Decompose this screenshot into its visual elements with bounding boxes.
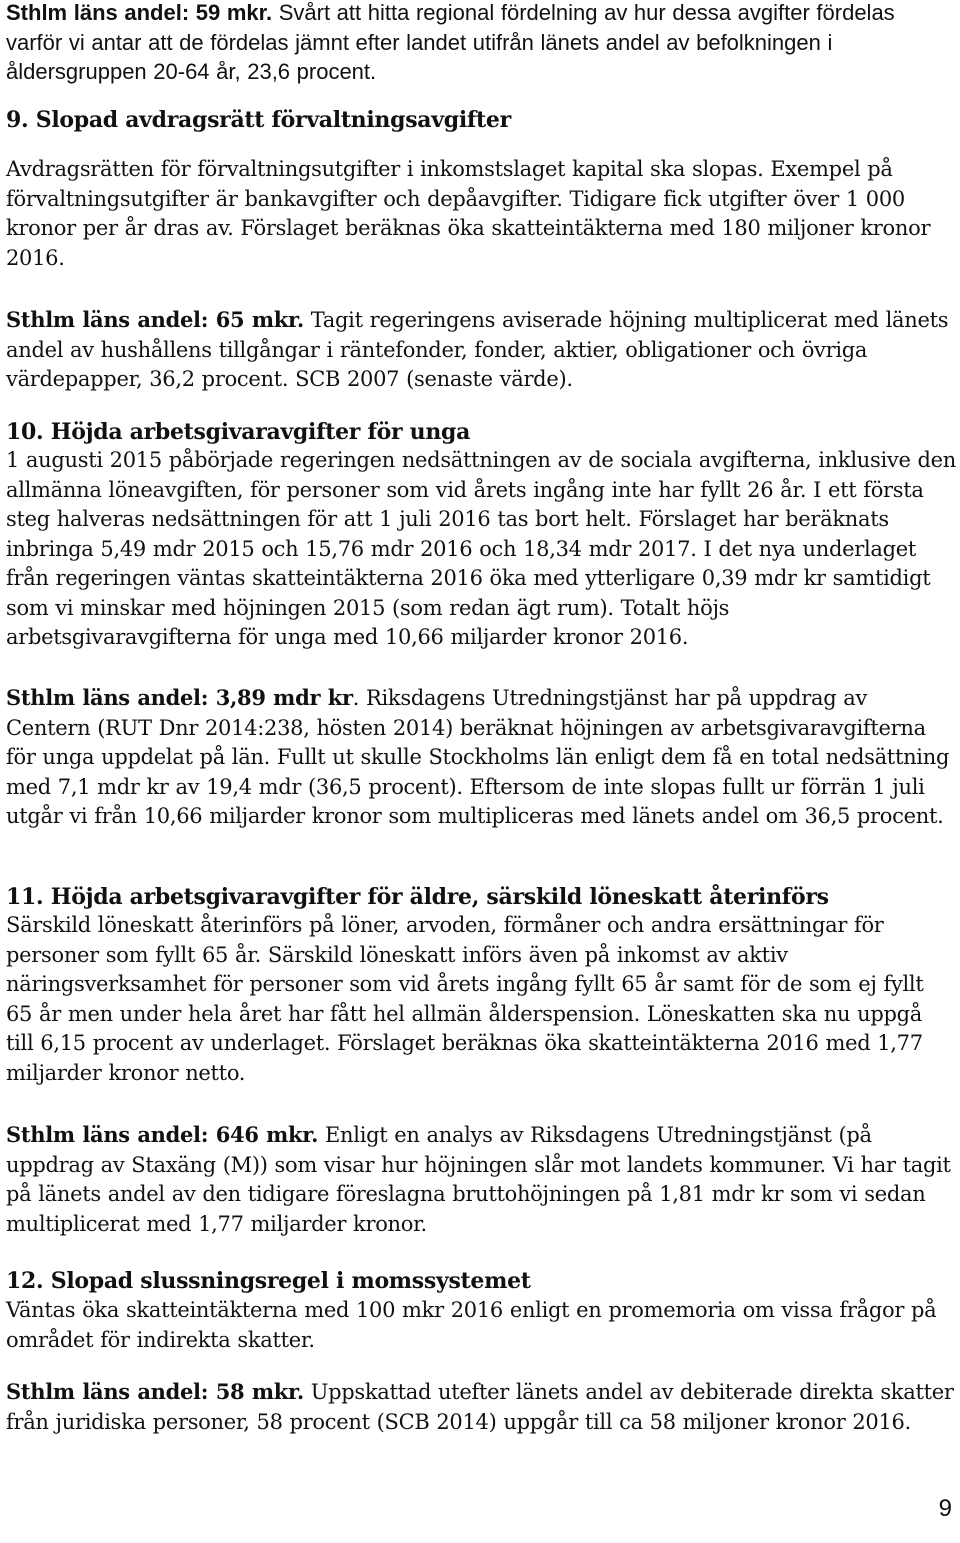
section-11-share xyxy=(6,1120,956,1239)
section-9-share-text: Tagit regeringens aviserade höjning multiplicerat med länets andel av hushållens tillgångar i räntefonder, fonder, aktier, obligationer och övriga värdepapper, 36,2 procent. SCB 2007 (senaste värde). xyxy=(6,308,949,391)
page-number: 9 xyxy=(938,1495,952,1522)
section-10-body-block xyxy=(6,446,956,653)
section-12-share xyxy=(6,1377,956,1437)
section-9 xyxy=(6,105,956,135)
section-10-share xyxy=(6,683,956,832)
section-9-body-block xyxy=(6,155,956,273)
section-11-heading: 11. Höjda arbetsgivaravgifter för äldre, särskild löneskatt återinförs xyxy=(6,884,829,910)
section-9-share-label: Sthlm läns andel: 65 mkr. xyxy=(6,307,304,332)
section-10-body: 1 augusti 2015 påbörjade regeringen nedsättningen av de sociala avgifterna, inklusive den allmänna löneavgiften, för personer som vid årets ingång inte har fyllt 26 år. I ett första steg halveras nedsättningen för att 1 juli 2016 tas bort helt. Förslaget har beräknats inbringa 5,49 mdr 2015 och 15,76 mdr 2016 och 18,34 mdr 2017. I det nya underlaget från regeringen väntas skatteintäkterna 2016 öka med ytterligare 0,39 mdr kr samtidigt som vi minskar med höjningen 2015 (som redan ägt rum). Totalt höjs arbetsgivaravgifterna för unga med 10,66 miljarder kronor 2016. xyxy=(6,448,956,649)
intro-text: Svårt att hitta regional fördelning av hur dessa avgifter fördelas varför vi antar att de fördelas jämnt efter landet utifrån länets andel av befolkningen i åldersgruppen 20-64 år, 23,6 procent. xyxy=(6,0,895,84)
section-11-body-block xyxy=(6,911,956,1088)
section-10-share-label: Sthlm läns andel: 3,89 mdr kr xyxy=(6,685,353,710)
section-12-heading: 12. Slopad slussningsregel i momssystemet xyxy=(6,1268,531,1294)
section-10 xyxy=(6,417,956,447)
section-12-share-text: Uppskattad utefter länets andel av debiterade direkta skatter från juridiska personer, 58 procent (SCB 2014) uppgår till ca 58 miljoner kronor 2016. xyxy=(6,1380,954,1434)
section-12-share-label: Sthlm läns andel: 58 mkr. xyxy=(6,1379,304,1404)
section-11-share-label: Sthlm läns andel: 646 mkr. xyxy=(6,1122,319,1147)
section-11-body: Särskild löneskatt återinförs på löner, arvoden, förmåner och andra ersättningar för personer som fyllt 65 år. Särskild löneskatt införs även på inkomst av aktiv näringsverksamhet för personer som vid årets ingång fyllt 65 år samt för de som ej fyllt 65 år men under hela året har fått hel allmän ålderspension. Löneskatten ska nu uppgå till 6,15 procent av underlaget. Förslaget beräknas öka skatteintäkterna 2016 med 1,77 miljarder kronor netto. xyxy=(6,913,924,1085)
section-9-share xyxy=(6,305,956,395)
section-11-share-text: Enligt en analys av Riksdagens Utredningstjänst (på uppdrag av Staxäng (M)) som visar hur höjningen slår mot landets kommuner. Vi har tagit på länets andel av den tidigare föreslagna bruttohöjningen på 1,81 mdr kr som vi sedan multiplicerat med 1,77 miljarder kronor. xyxy=(6,1123,951,1236)
section-9-heading: 9. Slopad avdragsrätt förvaltningsavgifter xyxy=(6,107,511,133)
section-12-body: Väntas öka skatteintäkterna med 100 mkr 2016 enligt en promemoria om vissa frågor på området för indirekta skatter. xyxy=(6,1298,937,1352)
section-11 xyxy=(6,882,956,912)
section-9-body: Avdragsrätten för förvaltningsutgifter i inkomstslaget kapital ska slopas. Exempel på förvaltningsutgifter är bankavgifter och depåavgifter. Tidigare fick utgifter över 1 000 kronor per år dras av. Förslaget beräknas öka skatteintäkterna med 180 miljoner kronor 2016. xyxy=(6,157,931,270)
section-12-body-block xyxy=(6,1296,956,1355)
intro-paragraph xyxy=(6,0,956,87)
section-10-heading: 10. Höjda arbetsgivaravgifter för unga xyxy=(6,419,471,445)
section-10-share-text: . Riksdagens Utredningstjänst har på uppdrag av Centern (RUT Dnr 2014:238, hösten 2014) beräknat höjningen av arbetsgivaravgifterna för unga uppdelat på län. Fullt ut skulle Stockholms län enligt dem få en total nedsättning med 7,1 mdr kr av 19,4 mdr (36,5 procent). Eftersom de inte slopas fullt ur förrän 1 juli utgår vi från 10,66 miljarder kronor som multipliceras med länets andel om 36,5 procent. xyxy=(6,686,950,828)
section-12 xyxy=(6,1266,956,1296)
intro-share-label: Sthlm läns andel: 59 mkr. xyxy=(6,0,273,25)
